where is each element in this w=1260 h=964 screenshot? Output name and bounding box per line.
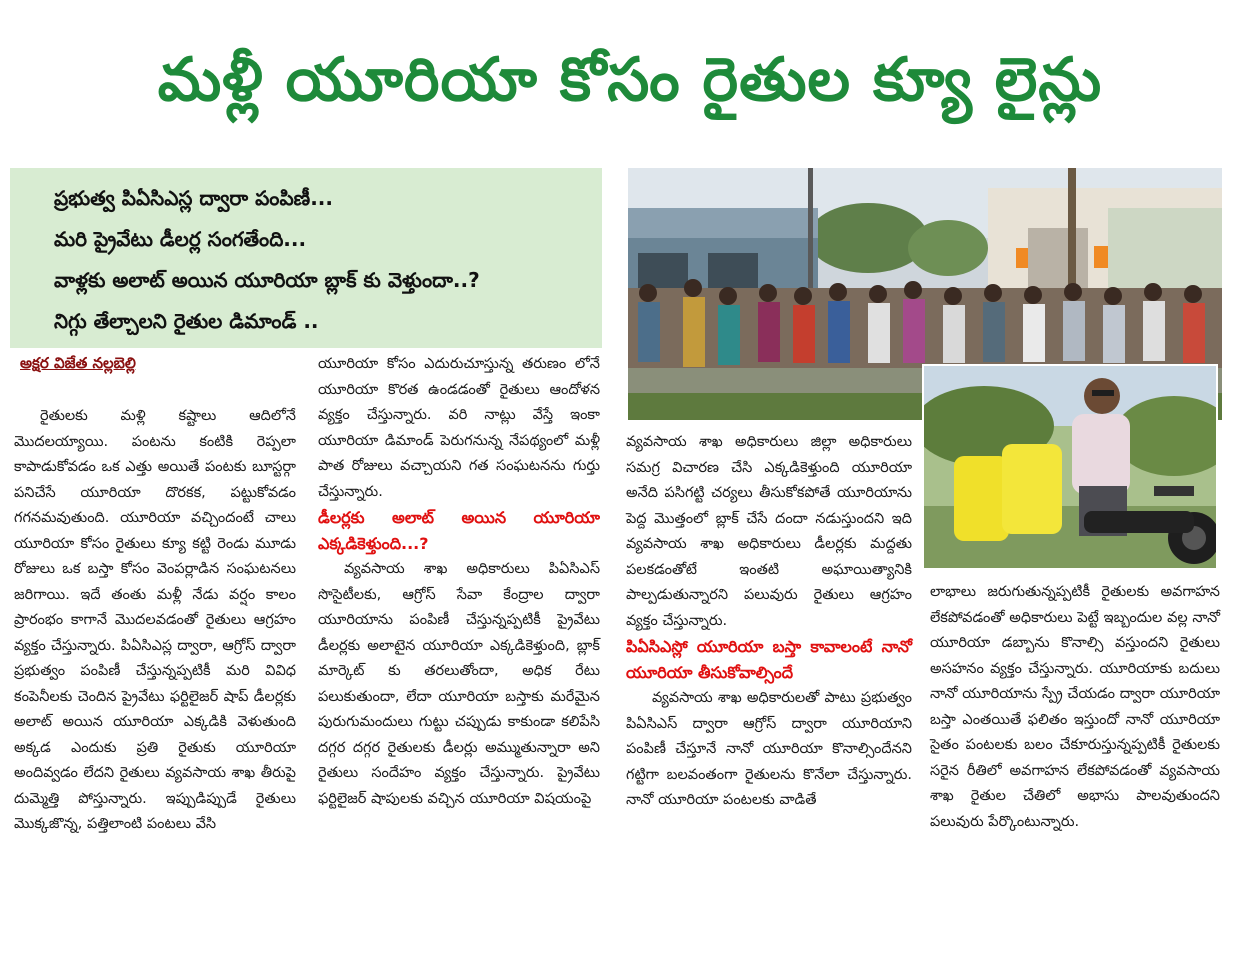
byline: అక్షర విజేత నల్లబెల్లి xyxy=(20,354,136,372)
man-on-motorbike-with-urea-bags-photo xyxy=(922,364,1218,570)
subheading: డీలర్లకు అలాట్ అయిన యూరియా ఎక్కడికెళ్తుంది...? xyxy=(318,508,600,553)
deck-line: నిగ్గు తేల్చాలని రైతుల డిమాండ్ .. xyxy=(54,309,319,333)
paragraph: లాభాలు జరుగుతున్నప్పటికీ రైతులకు అవగాహన లేకపోవడంతో అధికారులు పెట్టే ఇబ్బందుల వల్ల నానో యూరియా డబ్బాను కొనాల్సి వస్తుందని రైతులు అసహనం వ్యక్తం చేస్తున్నారు. యూరియాకు బదులు నానో యూరియాను స్ప్రే చేయడం ద్వారా యూరియా బస్తా ఎంతయితే ఫలితం ఇస్తుందో నానో యూరియా సైతం పంటలకు బలం చేకూరుస్తున్నప్పటికీ రైతులకు సరైన రీతిలో అవగాహన లేకపోవడంతో వ్యవసాయ శాఖ రైతుల చేతిలో అభాసు పాలవుతుందని పలువురు పేర్కొంటున్నారు. xyxy=(930,584,1220,830)
deck-line: ప్రభుత్వ పిఏసిఎస్ల ద్వారా పంపిణీ... xyxy=(54,186,333,210)
deck-box xyxy=(10,168,602,348)
article-column-2 xyxy=(318,352,600,812)
article-column-3 xyxy=(626,430,912,814)
deck-line: వాళ్లకు అలాట్ అయిన యూరియా బ్లాక్ కు వెళ్తుందా..? xyxy=(54,268,480,292)
paragraph: వ్యవసాయ శాఖ అధికారులు పిఏసిఎస్ సొసైటీలకు, ఆగ్రోస్ సేవా కేంద్రాల ద్వారా యూరియాను పంపిణీ చేస్తున్నప్పటికీ ప్రైవేటు డీలర్లకు అలాటైన యూరియా ఎక్కడికెళ్తుంది, బ్లాక్ మార్కెట్ కు తరలుతోందా, అధిక రేటు పలుకుతుందా, లేదా యూరియా బస్తాకు మరేమైన పురుగుమందులు గుట్టు చప్పుడు కాకుండా కలిపేసి దగ్గర దగ్గర రైతులకు డీలర్లు అమ్ముతున్నారా అని రైతులు సందేహం వ్యక్తం చేస్తున్నారు. ప్రైవేటు ఫర్టిలైజర్ షాపులకు వచ్చిన యూరియా విషయంపై xyxy=(318,561,600,807)
headline: మళ్లీ యూరియా కోసం రైతుల క్యూ లైన్లు xyxy=(157,45,1103,115)
paragraph: రైతులకు మళ్లి కష్టాలు ఆదిలోనే మొదలయ్యాయి. పంటను కంటికి రెప్పలా కాపాడుకోవడం ఒక ఎత్తు అయితే పంటకు బూస్టర్గా పనిచేసే యూరియా దొరకక, పట్టుకోవడం గగనమవుతుంది. యూరియా వచ్చిందంటే చాలు యూరియా కోసం రైతులు క్యూ కట్టి రెండు మూడు రోజులు ఒక బస్తా కోసం వెంపర్లాడిన సంఘటనలు జరిగాయి. ఇదే తంతు మళ్లీ నేడు వర్షం కాలం ప్రారంభం కాగానే మొదలవడంతో రైతులు ఆగ్రహం వ్యక్తం చేస్తున్నారు. పిఏసిఎస్ల ద్వారా, ఆగ్రోస్ ద్వారా ప్రభుత్వం పంపిణీ చేస్తున్నప్పటికీ మరి వివిధ కంపెనీలకు చెందిన ప్రైవేటు ఫర్టిలైజర్ షాప్ డీలర్లకు అలాట్ అయిన యూరియా ఎక్కడికి వెళుతుంది అక్కడ ఎందుకు ప్రతి రైతుకు యూరియా అందివ్వడం లేదని రైతులు వ్యవసాయ శాఖ తీరుపై దుమ్మెత్తి పోస్తున్నారు. ఇప్పుడిప్పుడే రైతులు మొక్కజొన్న, పత్తిలాంటి పంటలు వేసి xyxy=(14,408,296,832)
paragraph: వ్యవసాయ శాఖ అధికారులతో పాటు ప్రభుత్వం పిఏసిఎస్ ద్వారా ఆగ్రోస్ ద్వారా యూరియాని పంపిణీ చేస్తూనే నానో యూరియా కొనాల్సిందేనని గట్టిగా బలవంతంగా రైతులను కొనేలా చేస్తున్నారు. నానో యూరియా పంటలకు వాడితే xyxy=(626,690,912,808)
paragraph: యూరియా కోసం ఎదురుచూస్తున్న తరుణం లోనే యూరియా కొరత ఉండడంతో రైతులు ఆందోళన వ్యక్తం చేస్తున్నారు. వరి నాట్లు వేస్తే ఇంకా యూరియా డిమాండ్ పెరుగనున్న నేపథ్యంలో మళ్లీ పాత రోజులు వచ్చాయని గత సంఘటనను గుర్తు చేస్తున్నారు. xyxy=(318,356,600,500)
article-column-4 xyxy=(930,580,1220,835)
paragraph: వ్యవసాయ శాఖ అధికారులు జిల్లా అధికారులు సమగ్ర విచారణ చేసి ఎక్కడికెళ్తుంది యూరియా అనేది పసిగట్టి చర్యలు తీసుకోకపోతే యూరియాను పెద్ద మొత్తంలో బ్లాక్ చేసే దందా నడుస్తుందని ఇది వ్యవసాయ శాఖ అధికారులు డీలర్లకు మద్దతు పలకడంతోటే ఇంతటి అఘాయిత్యానికి పాల్పడుతున్నారని పలువురు రైతులు ఆగ్రహం వ్యక్తం చేస్తున్నారు. xyxy=(626,434,912,629)
article-column-1 xyxy=(14,404,296,838)
subheading: పిఏసిఎస్లో యూరియా బస్తా కావాలంటే నానో యూరియా తీసుకోవాల్సిందే xyxy=(626,637,912,682)
deck-line: మరి ప్రైవేటు డీలర్ల సంగతేంది... xyxy=(54,227,307,251)
